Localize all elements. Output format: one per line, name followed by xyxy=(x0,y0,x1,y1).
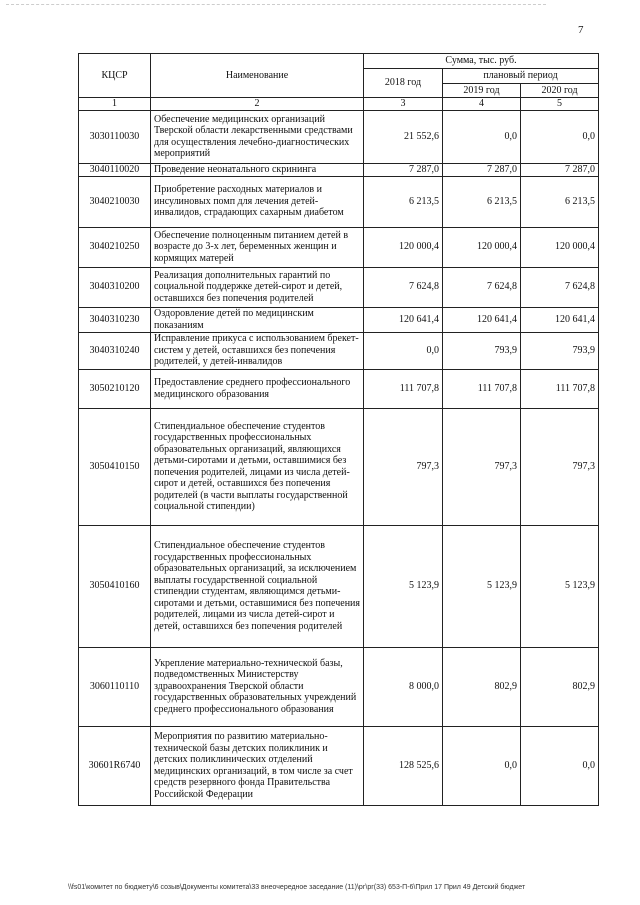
item-name-cell: Исправление прикуса с использованием брекет-систем у детей, оставшихся без попечения родителей, у детей-инвалидов xyxy=(151,332,364,369)
header-planned-period: плановый период xyxy=(443,69,599,84)
kcsr-code-cell: 3040310230 xyxy=(79,307,151,332)
amount-2019-cell: 802,9 xyxy=(443,647,521,726)
amount-2018-cell: 7 287,0 xyxy=(364,163,443,176)
item-name-cell: Проведение неонатального скрининга xyxy=(151,163,364,176)
amount-2019-cell: 797,3 xyxy=(443,408,521,525)
table-row xyxy=(79,176,599,227)
item-name-cell: Укрепление материально-технической базы, подведомственных Министерству здравоохранения Тверской области государственных образовательных учреждений среднего профессионального образования xyxy=(151,647,364,726)
header-name: Наименование xyxy=(151,54,364,98)
amount-2020-cell: 0,0 xyxy=(521,110,599,163)
index-row xyxy=(79,98,599,111)
amount-2019-cell: 120 641,4 xyxy=(443,307,521,332)
scan-top-artifact xyxy=(6,4,546,5)
amount-2018-cell: 21 552,6 xyxy=(364,110,443,163)
index-cell: 2 xyxy=(151,98,364,111)
table-row xyxy=(79,726,599,805)
header-code: КЦСР xyxy=(79,54,151,98)
amount-2019-cell: 793,9 xyxy=(443,332,521,369)
kcsr-code-cell: 3040210250 xyxy=(79,227,151,267)
kcsr-code-cell: 3040110020 xyxy=(79,163,151,176)
item-name-cell: Оздоровление детей по медицинским показаниям xyxy=(151,307,364,332)
amount-2020-cell: 111 707,8 xyxy=(521,369,599,408)
table-row xyxy=(79,332,599,369)
amount-2020-cell: 797,3 xyxy=(521,408,599,525)
amount-2020-cell: 7 624,8 xyxy=(521,267,599,307)
amount-2018-cell: 120 000,4 xyxy=(364,227,443,267)
table-row xyxy=(79,647,599,726)
item-name-cell: Приобретение расходных материалов и инсулиновых помп для лечения детей-инвалидов, страдающих сахарным диабетом xyxy=(151,176,364,227)
page-number: 7 xyxy=(578,24,584,36)
budget-table xyxy=(78,53,599,806)
item-name-cell: Стипендиальное обеспечение студентов государственных профессиональных образовательных организаций, за исключением выплаты государственной социальной стипендии студентам, являющимся детьми-сиротами и детьми, оставшимися без попечения родителей, лицами из числа детей-сирот и детей, оставшихся без попечения родителей xyxy=(151,525,364,647)
kcsr-code-cell: 3040310240 xyxy=(79,332,151,369)
kcsr-code-cell: 30601R6740 xyxy=(79,726,151,805)
amount-2020-cell: 5 123,9 xyxy=(521,525,599,647)
budget-table-body xyxy=(79,54,599,806)
table-row xyxy=(79,110,599,163)
index-cell: 1 xyxy=(79,98,151,111)
table-row xyxy=(79,163,599,176)
kcsr-code-cell: 3040210030 xyxy=(79,176,151,227)
header-sum: Сумма, тыс. руб. xyxy=(364,54,599,69)
amount-2020-cell: 7 287,0 xyxy=(521,163,599,176)
index-cell: 5 xyxy=(521,98,599,111)
kcsr-code-cell: 3060110110 xyxy=(79,647,151,726)
amount-2018-cell: 7 624,8 xyxy=(364,267,443,307)
amount-2020-cell: 793,9 xyxy=(521,332,599,369)
amount-2020-cell: 6 213,5 xyxy=(521,176,599,227)
table-row xyxy=(79,267,599,307)
table-row xyxy=(79,227,599,267)
index-cell: 4 xyxy=(443,98,521,111)
amount-2019-cell: 0,0 xyxy=(443,726,521,805)
amount-2020-cell: 802,9 xyxy=(521,647,599,726)
table-row xyxy=(79,408,599,525)
kcsr-code-cell: 3040310200 xyxy=(79,267,151,307)
amount-2018-cell: 6 213,5 xyxy=(364,176,443,227)
kcsr-code-cell: 3050410150 xyxy=(79,408,151,525)
kcsr-code-cell: 3050410160 xyxy=(79,525,151,647)
table-row xyxy=(79,369,599,408)
header-year-2019: 2019 год xyxy=(443,84,521,98)
table-row xyxy=(79,307,599,332)
item-name-cell: Обеспечение медицинских организаций Тверской области лекарственными средствами для осуществления лечебно-диагностических мероприятий xyxy=(151,110,364,163)
amount-2019-cell: 0,0 xyxy=(443,110,521,163)
amount-2019-cell: 5 123,9 xyxy=(443,525,521,647)
amount-2018-cell: 797,3 xyxy=(364,408,443,525)
index-cell: 3 xyxy=(364,98,443,111)
header-year-2020: 2020 год xyxy=(521,84,599,98)
amount-2018-cell: 8 000,0 xyxy=(364,647,443,726)
item-name-cell: Обеспечение полноценным питанием детей в возрасте до 3-х лет, беременных женщин и кормящих матерей xyxy=(151,227,364,267)
amount-2019-cell: 6 213,5 xyxy=(443,176,521,227)
item-name-cell: Предоставление среднего профессионального медицинского образования xyxy=(151,369,364,408)
item-name-cell: Мероприятия по развитию материально-технической базы детских поликлиник и детских поликлинических отделений медицинских организаций, в том числе за счет средств резервного фонда Правительства Российской Федерации xyxy=(151,726,364,805)
header-year-2018: 2018 год xyxy=(364,69,443,98)
amount-2020-cell: 0,0 xyxy=(521,726,599,805)
kcsr-code-cell: 3030110030 xyxy=(79,110,151,163)
amount-2018-cell: 128 525,6 xyxy=(364,726,443,805)
amount-2020-cell: 120 000,4 xyxy=(521,227,599,267)
amount-2020-cell: 120 641,4 xyxy=(521,307,599,332)
amount-2019-cell: 7 624,8 xyxy=(443,267,521,307)
file-path-footer: \\fs01\комитет по бюджету\6 созыв\Документы комитета\33 внеочередное заседание (11)\рг\рг(33) 653-П-6\Прил 17 Прил 49 Детский бюджет xyxy=(68,884,526,891)
amount-2018-cell: 0,0 xyxy=(364,332,443,369)
kcsr-code-cell: 3050210120 xyxy=(79,369,151,408)
item-name-cell: Стипендиальное обеспечение студентов государственных профессиональных образовательных организаций, являющихся детьми-сиротами и детьми, оставшимися без попечения родителей, лицами из числа детей-сирот и детей, оставшихся без попечения родителей (в части выплаты государственной социальной стипендии) xyxy=(151,408,364,525)
amount-2018-cell: 5 123,9 xyxy=(364,525,443,647)
amount-2019-cell: 7 287,0 xyxy=(443,163,521,176)
amount-2019-cell: 120 000,4 xyxy=(443,227,521,267)
amount-2019-cell: 111 707,8 xyxy=(443,369,521,408)
amount-2018-cell: 120 641,4 xyxy=(364,307,443,332)
table-row xyxy=(79,525,599,647)
header-row-1 xyxy=(79,54,599,69)
amount-2018-cell: 111 707,8 xyxy=(364,369,443,408)
item-name-cell: Реализация дополнительных гарантий по социальной поддержке детей-сирот и детей, оставшихся без попечения родителей xyxy=(151,267,364,307)
